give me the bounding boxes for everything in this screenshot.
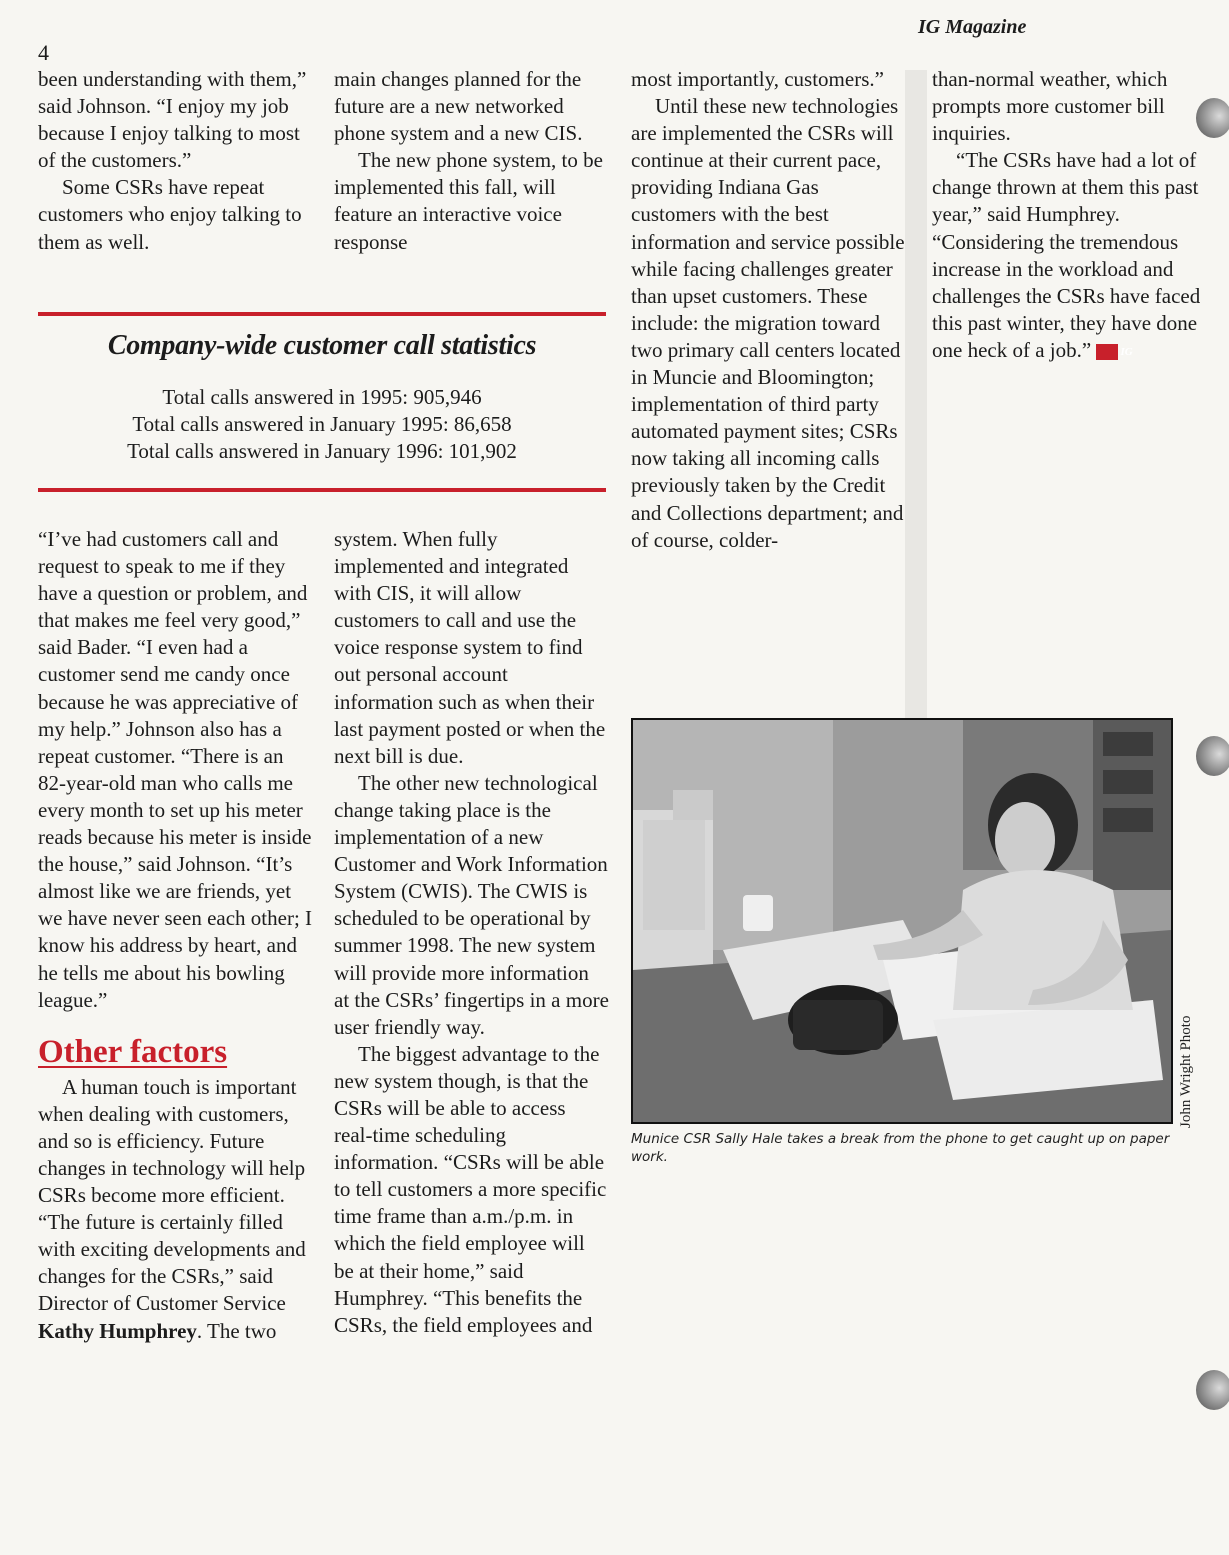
ig-end-logo: IG	[1096, 344, 1118, 360]
paragraph: The biggest advantage to the new system though, is that the CSRs will be able to access real-time scheduling information. “CSRs will be able to tell customers a more specific time frame than a.m./p.m. in which the field employee will be at their home,” said Humphrey. “This benefits the CSRs, the field employees and	[334, 1041, 607, 1337]
photo-illustration	[633, 720, 1171, 1122]
person-name: Kathy Humphrey	[38, 1318, 197, 1343]
binder-hole	[1196, 98, 1229, 138]
stats-line: Total calls answered in 1995: 905,946	[162, 385, 482, 409]
paragraph	[38, 1074, 313, 1345]
photo-caption: Munice CSR Sally Hale takes a break from the phone to get caught up on paper work.	[631, 1131, 1170, 1165]
paragraph: system. When fully implemented and integrated with CIS, it will allow customers to call and use the voice response system to find out personal account information such as when their last payment posted or when the next bill is due.	[334, 527, 606, 768]
stats-line: Total calls answered in January 1996: 101,902	[127, 439, 517, 463]
column-3	[631, 66, 909, 554]
paragraph: The new phone system, to be implemented this fall, will feature an interactive voice response	[334, 148, 603, 254]
binder-hole	[1196, 1370, 1229, 1410]
paragraph	[932, 147, 1210, 364]
masthead: IG Magazine	[918, 16, 1027, 38]
paragraph: The other new technological change taking place is the implementation of a new Customer and Work Information System (CWIS). The CWIS is scheduled to be operational by summer 1998. The new system will provide more information at the CSRs’ fingertips in a more user friendly way.	[334, 770, 609, 1039]
paragraph: than-normal weather, which prompts more customer bill inquiries.	[932, 67, 1168, 146]
page-number: 4	[38, 40, 49, 65]
photo-credit: John Wright Photo	[1178, 1015, 1194, 1128]
paragraph: Some CSRs have repeat customers who enjoy talking to them as well.	[38, 175, 302, 254]
paragraph-text: . The two	[196, 1318, 277, 1343]
column-2-bottom	[334, 526, 609, 1339]
section-heading: Other factors	[38, 1033, 228, 1070]
stats-line: Total calls answered in January 1995: 86,658	[132, 412, 512, 436]
paragraph: most importantly, customers.”	[631, 67, 884, 91]
paragraph: been understanding with them,” said Johnson. “I enjoy my job because I enjoy talking to most of the customers.”	[38, 67, 307, 173]
paragraph-text: “The CSRs have had a lot of change thrown at them this past year,” said Humphrey. “Considering the tremendous increase in the workload and challenges the CSRs have faced this past winter, they have done one heck of a job.”	[932, 148, 1201, 362]
paragraph: “I’ve had customers call and request to speak to me if they have a question or problem, and that makes me feel very good,” said Bader. “I even had a customer send me candy once because he was appreciative of my help.” Johnson also has a repeat customer. “There is an 82-year-old man who calls me every month to set up his meter reads because his meter is inside the house,” said Johnson. “It’s almost like we are friends, yet we have never seen each other; I know his address by heart, and he tells me about his bowling league.”	[38, 527, 313, 1012]
paragraph: main changes planned for the future are a new networked phone system and a new CIS.	[334, 67, 583, 146]
column-1-top	[38, 66, 313, 256]
paragraph-text: A human touch is important when dealing with customers, and so is efficiency. Future changes in technology will help CSRs become more efficient. “The future is certainly filled with exciting developments and changes for the CSRs,” said Director of Customer Service	[38, 1074, 306, 1316]
paragraph: Until these new technologies are implemented the CSRs will continue at their current pace, providing Indiana Gas customers with the best information and service possible while facing challenges greater than upset customers. These include: the migration toward two primary call centers located in Muncie and Bloomington; implementation of third party automated payment sites; CSRs now taking all incoming calls previously taken by the Credit and Collections department; and of course, colder-	[631, 94, 905, 552]
column-1-bottom	[38, 526, 313, 1345]
column-2-top	[334, 66, 609, 256]
call-statistics-box	[38, 312, 606, 494]
stats-bottom-rule	[38, 488, 606, 492]
stats-lines	[38, 384, 606, 465]
binder-hole	[1196, 736, 1229, 776]
photo-csr-at-desk	[631, 718, 1173, 1124]
column-4	[932, 66, 1210, 364]
stats-top-rule	[38, 312, 606, 316]
stats-title: Company-wide customer call statistics	[107, 330, 537, 361]
